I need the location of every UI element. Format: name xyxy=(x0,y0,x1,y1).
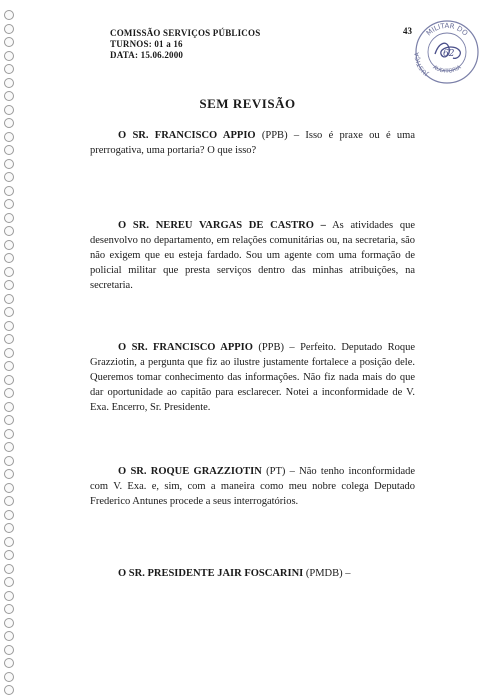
binding-hole xyxy=(4,645,14,655)
binding-hole xyxy=(4,64,14,74)
binding-hole xyxy=(4,658,14,668)
transcript-paragraph xyxy=(90,340,415,415)
transcript-paragraph xyxy=(90,128,415,158)
speech-text: (PT) – Não tenho inconformidade com V. Exa. e, sim, com a maneira como meu nobre colega Deputado Frederico Antunes procede a seus interrogatórios. xyxy=(90,466,416,507)
binding-hole xyxy=(4,685,14,695)
document-title: SEM REVISÃO xyxy=(199,96,296,111)
speaker-name: O SR. FRANCISCO APPIO xyxy=(118,130,256,141)
speaker-name: O SR. FRANCISCO APPIO xyxy=(118,342,253,353)
shifts-line: TURNOS: 01 a 16 xyxy=(110,39,183,49)
court-seal-stamp xyxy=(413,18,481,86)
binding-hole xyxy=(4,442,14,452)
document-header xyxy=(110,28,260,61)
binding-hole xyxy=(4,510,14,520)
svg-text:AUDITORIA: AUDITORIA xyxy=(431,64,463,75)
binding-hole xyxy=(4,469,14,479)
binding-hole xyxy=(4,415,14,425)
speaker-name: O SR. ROQUE GRAZZIOTIN xyxy=(118,466,262,477)
binding-hole xyxy=(4,672,14,682)
speech-text: (PMDB) – xyxy=(303,568,351,579)
binding-hole xyxy=(4,307,14,317)
binding-hole xyxy=(4,294,14,304)
binding-hole xyxy=(4,321,14,331)
binding-hole xyxy=(4,361,14,371)
binding-hole xyxy=(4,429,14,439)
binding-hole xyxy=(4,24,14,34)
binding-hole xyxy=(4,172,14,182)
binding-hole xyxy=(4,604,14,614)
svg-text:JUSTIÇA: JUSTIÇA xyxy=(413,52,430,77)
date-line: DATA: 15.06.2000 xyxy=(110,50,184,60)
binding-hole xyxy=(4,226,14,236)
binding-hole xyxy=(4,550,14,560)
binding-hole xyxy=(4,10,14,20)
binding-hole xyxy=(4,280,14,290)
binding-hole xyxy=(4,145,14,155)
binding-hole xyxy=(4,37,14,47)
binding-hole xyxy=(4,159,14,169)
binding-hole xyxy=(4,388,14,398)
binding-hole xyxy=(4,253,14,263)
binding-hole xyxy=(4,118,14,128)
committee-name: COMISSÃO SERVIÇOS PÚBLICOS xyxy=(110,28,261,38)
binding-hole xyxy=(4,51,14,61)
transcript-paragraph xyxy=(90,566,415,581)
transcript-paragraph xyxy=(90,218,415,293)
binding-hole xyxy=(4,537,14,547)
binding-hole xyxy=(4,334,14,344)
binding-hole xyxy=(4,456,14,466)
binding-hole xyxy=(4,213,14,223)
binding-hole xyxy=(4,591,14,601)
binding-hole xyxy=(4,78,14,88)
svg-text:MILITAR DO: MILITAR DO xyxy=(424,21,470,38)
speech-text: (PPB) – Isso é praxe ou é uma prerrogativa, uma portaria? O que isso? xyxy=(90,130,415,156)
binding-hole xyxy=(4,267,14,277)
svg-text:62: 62 xyxy=(443,49,455,59)
binding-hole xyxy=(4,496,14,506)
binding-hole xyxy=(4,199,14,209)
speech-text: As atividades que desenvolvo no departamento, em relações comunitárias ou, na secretaria, são não exigem que eu esteja fardado. Sou um agente com uma formação de policial militar que presta serviços dentro das minhas atribuições, na secretaria. xyxy=(90,220,415,291)
binding-hole xyxy=(4,375,14,385)
binding-hole xyxy=(4,564,14,574)
binding-hole xyxy=(4,577,14,587)
speaker-name: O SR. NEREU VARGAS DE CASTRO – xyxy=(118,220,326,231)
transcript-paragraph xyxy=(90,464,415,509)
binding-hole xyxy=(4,132,14,142)
binding-hole xyxy=(4,240,14,250)
binding-hole xyxy=(4,483,14,493)
page-number: 43 xyxy=(403,26,412,36)
binding-hole xyxy=(4,186,14,196)
binding-hole xyxy=(4,402,14,412)
binding-hole xyxy=(4,348,14,358)
speech-text: (PPB) – Perfeito. Deputado Roque Grazziotin, a pergunta que fiz ao ilustre justamente fortalece a posição dele. Queremos tomar conhecimento das informações. Não fiz nada mais do que dar oportunidade ao capitão para esclarecer. Notei a inconformidade de V. Exa. Encerro, Sr. Presidente. xyxy=(90,342,415,413)
binding-hole xyxy=(4,618,14,628)
speaker-name: O SR. PRESIDENTE JAIR FOSCARINI xyxy=(118,568,304,579)
binding-hole xyxy=(4,523,14,533)
binding-hole xyxy=(4,631,14,641)
